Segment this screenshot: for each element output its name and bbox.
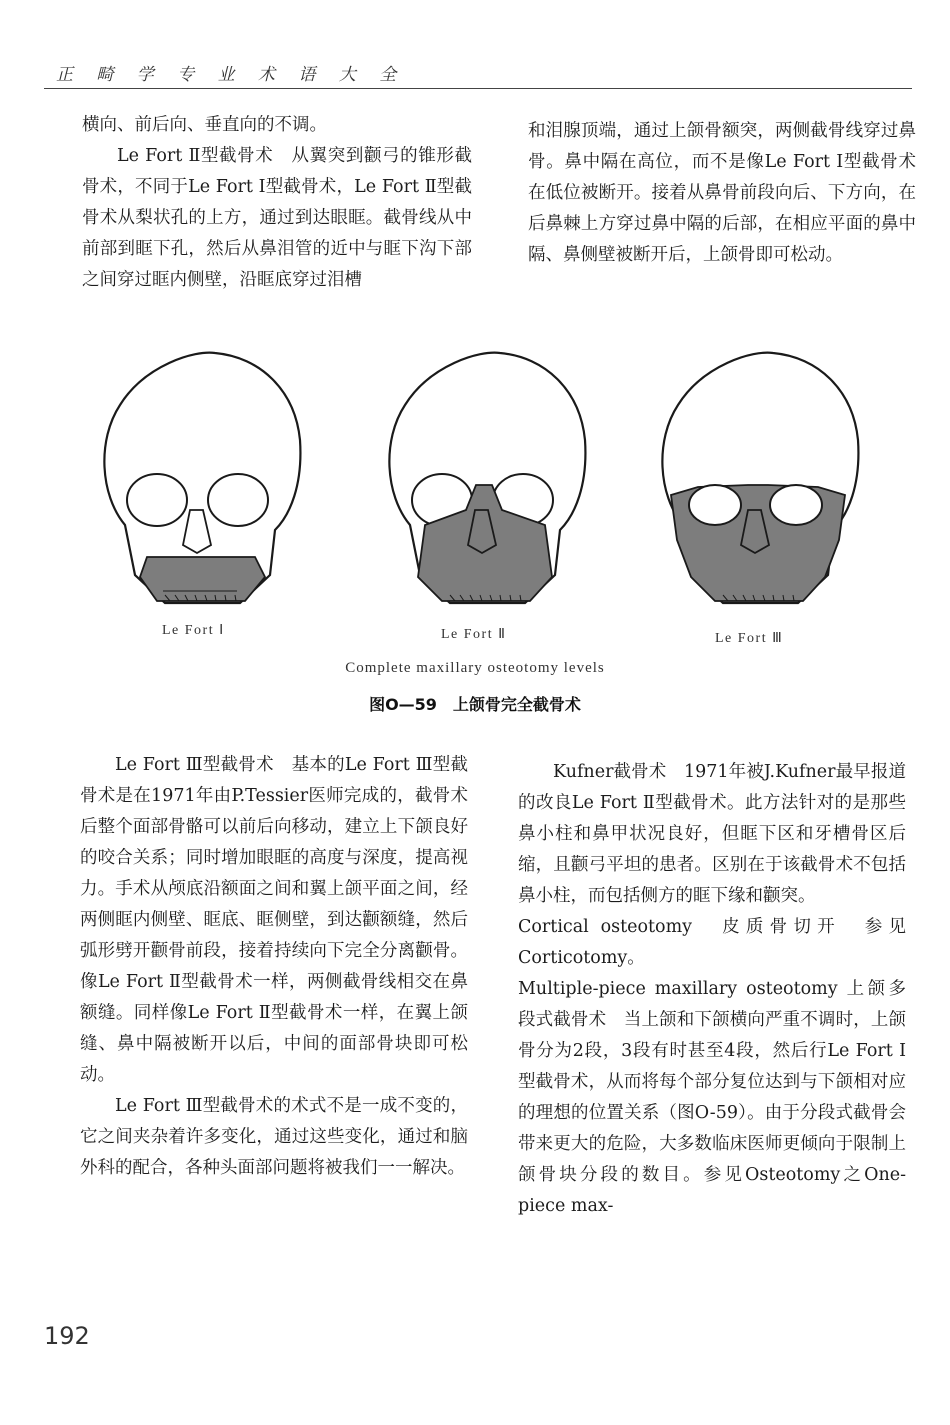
figure-caption-english: Complete maxillary osteotomy levels [345, 660, 605, 676]
page-number: 192 [44, 1322, 90, 1350]
figure-osteotomy-levels [95, 345, 885, 646]
paragraph-le-fort-iii-variations: Le Fort Ⅲ型截骨术的术式不是一成不变的，它之间夹杂着许多变化，通过这些变化，通过和脑外科的配合，各种头面部问题将被我们一一解决。 [80, 1096, 468, 1178]
skull-le-fort-ii-diagram [380, 345, 590, 605]
paragraph-le-fort-ii: Le Fort Ⅱ型截骨术 从翼突到颧弓的锥形截骨术，不同于Le Fort Ⅰ型截骨术，Le Fort Ⅱ型截骨术从梨状孔的上方，通过到达眼眶。截骨线从中前部到眶下孔，然后从鼻泪管的近中与眶下沟下部之间穿过眶内侧壁，沿眶底穿过泪槽 [82, 146, 472, 290]
skull-le-fort-i-diagram [95, 345, 305, 605]
running-header [44, 54, 912, 94]
bottom-right-column [518, 757, 906, 1222]
label-le-fort-ii: Le Fort Ⅱ [441, 627, 507, 642]
skull-le-fort-iii-diagram [653, 345, 863, 605]
paragraph-multiple-piece: Multiple-piece maxillary osteotomy 上颌多段式截骨术 当上颌和下颌横向严重不调时，上颌骨分为2段，3段有时甚至4段，然后行Le Fort Ⅰ型截骨术，从而将每个部分复位达到与下颌相对应的理想的位置关系（图O-59）。由于分段式截骨会带来更大的危险，大多数临床医师更倾向于限制上颌骨块分段的数目。参见Osteotomy之One-piece max- [518, 979, 906, 1216]
paragraph-kufner: Kufner截骨术 1971年被J.Kufner最早报道的改良Le Fort Ⅱ型截骨术。此方法针对的是那些鼻小柱和鼻甲状况良好，但眶下区和牙槽骨区后缩，且颧弓平坦的患者。区别在于该截骨术不包括鼻小柱，而包括侧方的眶下缘和颧突。 [518, 762, 906, 906]
header-rule [44, 88, 912, 89]
paragraph: 横向、前后向、垂直向的不调。 [82, 115, 327, 135]
osteotomy-shaded-region [140, 557, 265, 601]
label-le-fort-i: Le Fort Ⅰ [162, 623, 225, 638]
label-le-fort-iii: Le Fort Ⅲ [715, 631, 784, 646]
figure-caption-chinese: 图O—59 上颌骨完全截骨术 [369, 695, 581, 714]
top-left-column [82, 110, 472, 296]
paragraph-cortical-osteotomy: Cortical osteotomy 皮质骨切开 参见Corticotomy。 [518, 917, 906, 968]
header-title: 正 畸 学 专 业 术 语 大 全 [56, 65, 406, 85]
paragraph-continued: 和泪腺顶端，通过上颌骨额突，两侧截骨线穿过鼻骨。鼻中隔在高位，而不是像Le Fort Ⅰ型截骨术在低位被断开。接着从鼻骨前段向后、下方向，在后鼻棘上方穿过鼻中隔的后部，在相应平面的鼻中隔、鼻侧壁被断开后，上颌骨即可松动。 [528, 121, 916, 265]
top-right-column [528, 116, 916, 271]
paragraph-le-fort-iii: Le Fort Ⅲ型截骨术 基本的Le Fort Ⅲ型截骨术是在1971年由P.Tessier医师完成的，截骨术后整个面部骨骼可以前后向移动，建立上下颌良好的咬合关系；同时增加眼眶的高度与深度，提高视力。手术从颅底沿额面之间和翼上颌平面之间，经两侧眶内侧壁、眶底、眶侧壁，到达颧额缝，然后弧形劈开颧骨前段，接着持续向下完全分离颧骨。像Le Fort Ⅱ型截骨术一样，两侧截骨线相交在鼻额缝。同样像Le Fort Ⅱ型截骨术一样，在翼上颌缝、鼻中隔被断开以后，中间的面部骨块即可松动。 [80, 755, 468, 1085]
bottom-left-column [80, 750, 468, 1184]
